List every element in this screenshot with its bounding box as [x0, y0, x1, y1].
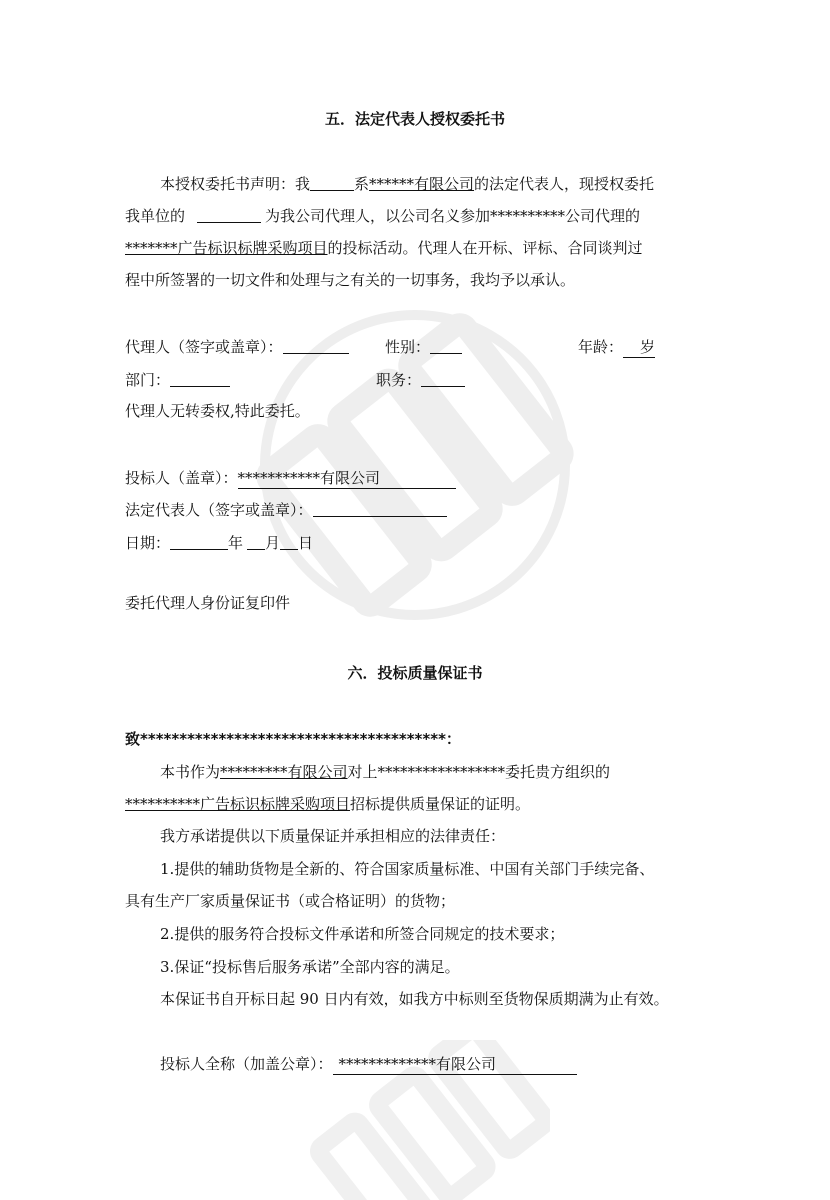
commitment-statement: 我方承诺提供以下质量保证并承担相应的法律责任：	[160, 827, 506, 845]
gender-field	[385, 337, 462, 357]
date-label: 日期：	[125, 534, 171, 552]
section5-title: 五．法定代表人授权委托书	[324, 110, 505, 128]
text: 招标提供质量保证的证明。	[350, 795, 531, 813]
date-row	[125, 533, 313, 553]
department-blank	[170, 370, 230, 387]
gender-label: 性别：	[385, 338, 431, 356]
validity-statement: 本保证书自开标日起 90 日内有效，如我方中标则至货物保质期满为止有效。	[160, 990, 669, 1008]
month-blank	[247, 533, 265, 550]
agent-signature-row	[125, 337, 349, 357]
bidder-seal-row	[125, 468, 456, 489]
position-label: 职务：	[376, 371, 422, 389]
authorization-paragraph-line2	[125, 206, 640, 226]
legal-rep-row	[125, 500, 447, 520]
bidder-full-name-row	[160, 1054, 577, 1075]
age-field	[578, 337, 655, 358]
bidder-full-label: 投标人全称（加盖公章）：	[160, 1055, 333, 1073]
authorization-paragraph-line3	[125, 238, 643, 258]
legal-rep-label: 法定代表人（签字或盖章）：	[125, 501, 313, 519]
department-field	[125, 370, 230, 390]
bidder-value: ***********有限公司	[238, 468, 456, 489]
authorization-paragraph-line1	[160, 174, 654, 194]
text: 对上*****************委托贵方组织的	[347, 763, 611, 781]
text: 为我公司代理人，以公司名义参加**********公司代理的	[265, 207, 641, 225]
age-label: 年龄：	[578, 338, 624, 356]
text: 的法定代表人，现授权委托	[474, 175, 655, 193]
text: 的投标活动。代理人在开标、评标、合同谈判过	[327, 239, 643, 257]
id-copy-heading: 委托代理人身份证复印件	[125, 594, 291, 612]
position-blank	[421, 370, 465, 387]
text: 系	[354, 175, 370, 193]
age-unit: 岁	[623, 337, 655, 358]
month-label: 月	[265, 534, 281, 552]
day-blank	[280, 533, 298, 550]
text: 我单位的	[125, 207, 186, 225]
section6-title: 六．投标质量保证书	[347, 664, 483, 682]
addressee-line: 致***************************************：	[125, 730, 461, 748]
bidder-label: 投标人（盖章）：	[125, 469, 238, 487]
company-name: *********有限公司	[220, 763, 348, 781]
project-name: *******广告标识标牌采购项目	[125, 239, 328, 257]
authorization-paragraph-line4: 程中所签署的一切文件和处理与之有关的一切事务，我均予以承认。	[125, 271, 576, 289]
name-blank	[310, 174, 354, 191]
guarantee-item-2: 2.提供的服务符合投标文件承诺和所签合同规定的技术要求；	[160, 925, 565, 943]
text: 本书作为	[160, 763, 221, 781]
guarantee-item-3: 3.保证“投标售后服务承诺”全部内容的满足。	[160, 958, 460, 976]
gender-blank	[430, 337, 462, 354]
guarantee-paragraph-line1	[160, 762, 610, 782]
bidder-full-value: *************有限公司	[333, 1054, 577, 1075]
guarantee-item-1-line2: 具有生产厂家质量保证书（或合格证明）的货物；	[125, 892, 456, 910]
day-label: 日	[298, 534, 314, 552]
guarantee-paragraph-line2	[125, 794, 530, 814]
no-transfer-statement: 代理人无转委权,特此委托。	[125, 402, 310, 420]
agent-blank	[197, 206, 261, 223]
agent-signature-blank	[283, 337, 349, 354]
department-label: 部门：	[125, 371, 171, 389]
project-name: **********广告标识标牌采购项目	[125, 795, 351, 813]
position-field	[376, 370, 465, 390]
legal-rep-blank	[313, 500, 447, 517]
agent-label: 代理人（签字或盖章）：	[125, 338, 283, 356]
year-blank	[170, 533, 228, 550]
company-name: ******有限公司	[369, 175, 475, 193]
guarantee-item-1-line1: 1.提供的辅助货物是全新的、符合国家质量标准、中国有关部门手续完备、	[160, 860, 655, 878]
year-label: 年	[228, 534, 244, 552]
text: 本授权委托书声明：我	[160, 175, 311, 193]
